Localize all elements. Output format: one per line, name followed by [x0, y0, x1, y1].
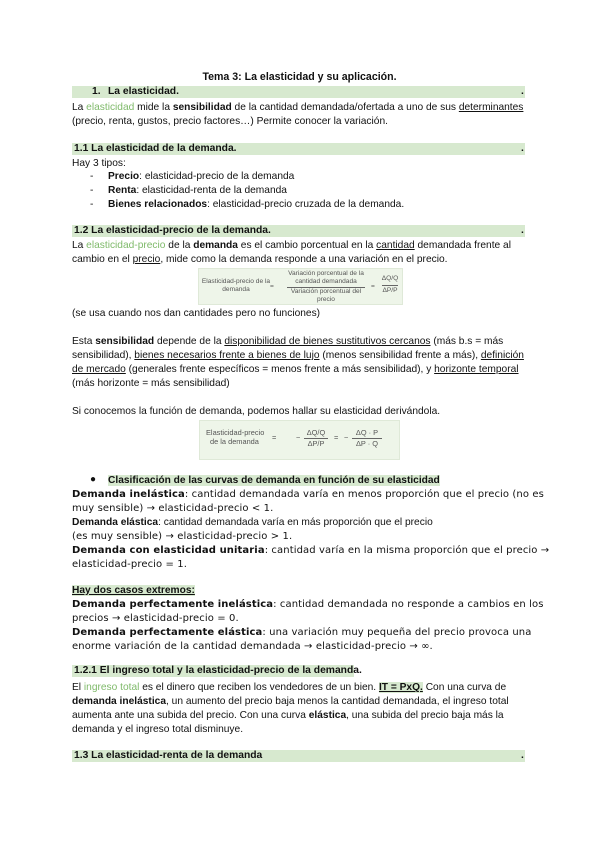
section-heading-end-1: . — [521, 86, 524, 97]
extremos-p1-1: Demanda perfectamente inelástica: cantidad demandada no responde a cambios en los — [72, 599, 544, 610]
clasif-inelastica-1: Demanda inelástica: cantidad demandada varía en menos proporción que el precio (no es — [72, 489, 544, 500]
sens-line-1: Esta sensibilidad depende de la disponibilidad de bienes sustitutivos cercanos (más b.s = más — [72, 336, 504, 347]
term-elasticidad: elasticidad — [86, 102, 135, 113]
sens-line-3: de mercado (generales frente específicos = menos frente a más sensibilidad), y horizonte temporal — [72, 364, 519, 375]
clasif-heading: Clasificación de las curvas de demanda en función de su elasticidad — [108, 475, 440, 486]
formula2-sign-2: − — [344, 433, 349, 442]
hay-tipos: Hay 3 tipos: — [72, 158, 126, 169]
list-item-precio: Precio: elasticidad-precio de la demanda — [108, 171, 295, 182]
formula-elasticidad-precio — [198, 268, 403, 305]
list-dash: - — [90, 171, 94, 182]
section-heading-end-1-3: . — [521, 750, 524, 761]
sens-line-4: (más horizonte = más sensibilidad) — [72, 378, 230, 389]
s12-line-1: La elasticidad-precio de la demanda es el cambio porcentual en la cantidad demandada frente al — [72, 240, 511, 251]
formula-left: Elasticidad-precio de la demanda — [201, 278, 271, 293]
s121-line-1: El ingreso total es el dinero que reciben los vendedores de un bien. IT = PxQ. Con una curva de — [72, 682, 507, 693]
document-title: Tema 3: La elasticidad y su aplicación. — [202, 71, 397, 83]
fraction-line-2 — [382, 285, 398, 286]
clasif-unitaria-2: elasticidad-precio = 1. — [72, 559, 188, 570]
formula-note: (se usa cuando nos dan cantidades pero no funciones) — [72, 308, 321, 319]
formula2-left-1: Elasticidad-precio — [206, 428, 265, 437]
list-item-renta: Renta: elasticidad-renta de la demanda — [108, 185, 287, 196]
intro-line-2: (precio, renta, gustos, precio factores…) Permite conocer la variación. — [72, 116, 388, 127]
section-number-1: 1. — [92, 86, 101, 97]
formula2-eq-2: = — [334, 433, 339, 442]
formula2-t2-num: ΔQ · P — [355, 428, 379, 437]
section-heading-end-1-1: . — [521, 143, 524, 154]
formula2-sign: − — [296, 433, 301, 442]
formula2-t1-den: ΔP/P — [307, 439, 325, 448]
section-heading-1-3: 1.3 La elasticidad-renta de la demanda — [74, 750, 263, 761]
bullet-icon: ● — [90, 474, 97, 485]
list-dash: - — [90, 199, 94, 210]
section-heading-1-2: 1.2 La elasticidad-precio de la demanda. — [74, 225, 271, 236]
extremos-p2-1: Demanda perfectamente elástica: una variación muy pequeña del precio provoca una — [72, 627, 532, 638]
section-heading-1-2-1: 1.2.1 El ingreso total y la elasticidad-precio de la demanda. — [74, 665, 362, 676]
s121-line-4: demanda y el ingreso total disminuye. — [72, 724, 244, 735]
formula2-t2-den: ΔP · Q — [355, 439, 379, 448]
section-heading-1: La elasticidad. — [108, 86, 179, 97]
list-item-bienes: Bienes relacionados: elasticidad-precio cruzada de la demanda. — [108, 199, 405, 210]
func-line: Si conocemos la función de demanda, podemos hallar su elasticidad derivándola. — [72, 406, 441, 417]
list-dash: - — [90, 185, 94, 196]
sens-line-2: sensibilidad), bienes necesarios frente a bienes de lujo (menos sensibilidad frente a más), definición — [72, 350, 524, 361]
clasif-elastica-2: (es muy sensible) → elasticidad-precio > 1. — [72, 531, 293, 542]
formula-eq-2: = — [371, 283, 375, 290]
clasif-unitaria-1: Demanda con elasticidad unitaria: cantidad varía en la misma proporción que el precio → — [72, 545, 550, 556]
clasif-elastica-1: Demanda elástica: cantidad demandada varía en más proporción que el precio — [72, 517, 433, 528]
section-heading-end-1-2: . — [521, 225, 524, 236]
intro-line-1: La elasticidad mide la sensibilidad de la cantidad demandada/ofertada a uno de sus determinantes — [72, 102, 524, 113]
formula-numerator: Variación porcentual de la cantidad demandada — [288, 270, 364, 285]
formula2-t1-num: ΔQ/Q — [306, 428, 326, 437]
formula2-eq: = — [272, 433, 277, 442]
s121-line-2: demanda inelástica, un aumento del precio baja menos la cantidad demandada, el ingreso total — [72, 696, 509, 707]
formula-eq: = — [270, 283, 274, 290]
extremos-p1-2: precios → elasticidad-precio = 0. — [72, 613, 239, 624]
section-heading-1-1: 1.1 La elasticidad de la demanda. — [74, 143, 237, 154]
clasif-inelastica-2: muy sensible) → elasticidad-precio < 1. — [72, 503, 274, 514]
extremos-p2-2: enorme variación de la cantidad demandada → elasticidad-precio → ∞. — [72, 641, 433, 652]
s121-line-3: aumenta ante una subida del precio. Con una curva elástica, una subida del precio baja más la — [72, 710, 504, 721]
s12-line-2: cambio en el precio, mide como la demanda responde a una variación en el precio. — [72, 254, 448, 265]
formula-denominator-2: ΔP/P — [382, 287, 398, 294]
extremos-heading: Hay dos casos extremos: — [72, 585, 195, 596]
formula-denominator: Variación porcentual del precio — [290, 288, 362, 303]
formula-numerator-2: ΔQ/Q — [381, 275, 399, 282]
formula2-left-2: de la demanda — [210, 437, 259, 446]
formula-elasticidad-derivada — [199, 420, 400, 460]
